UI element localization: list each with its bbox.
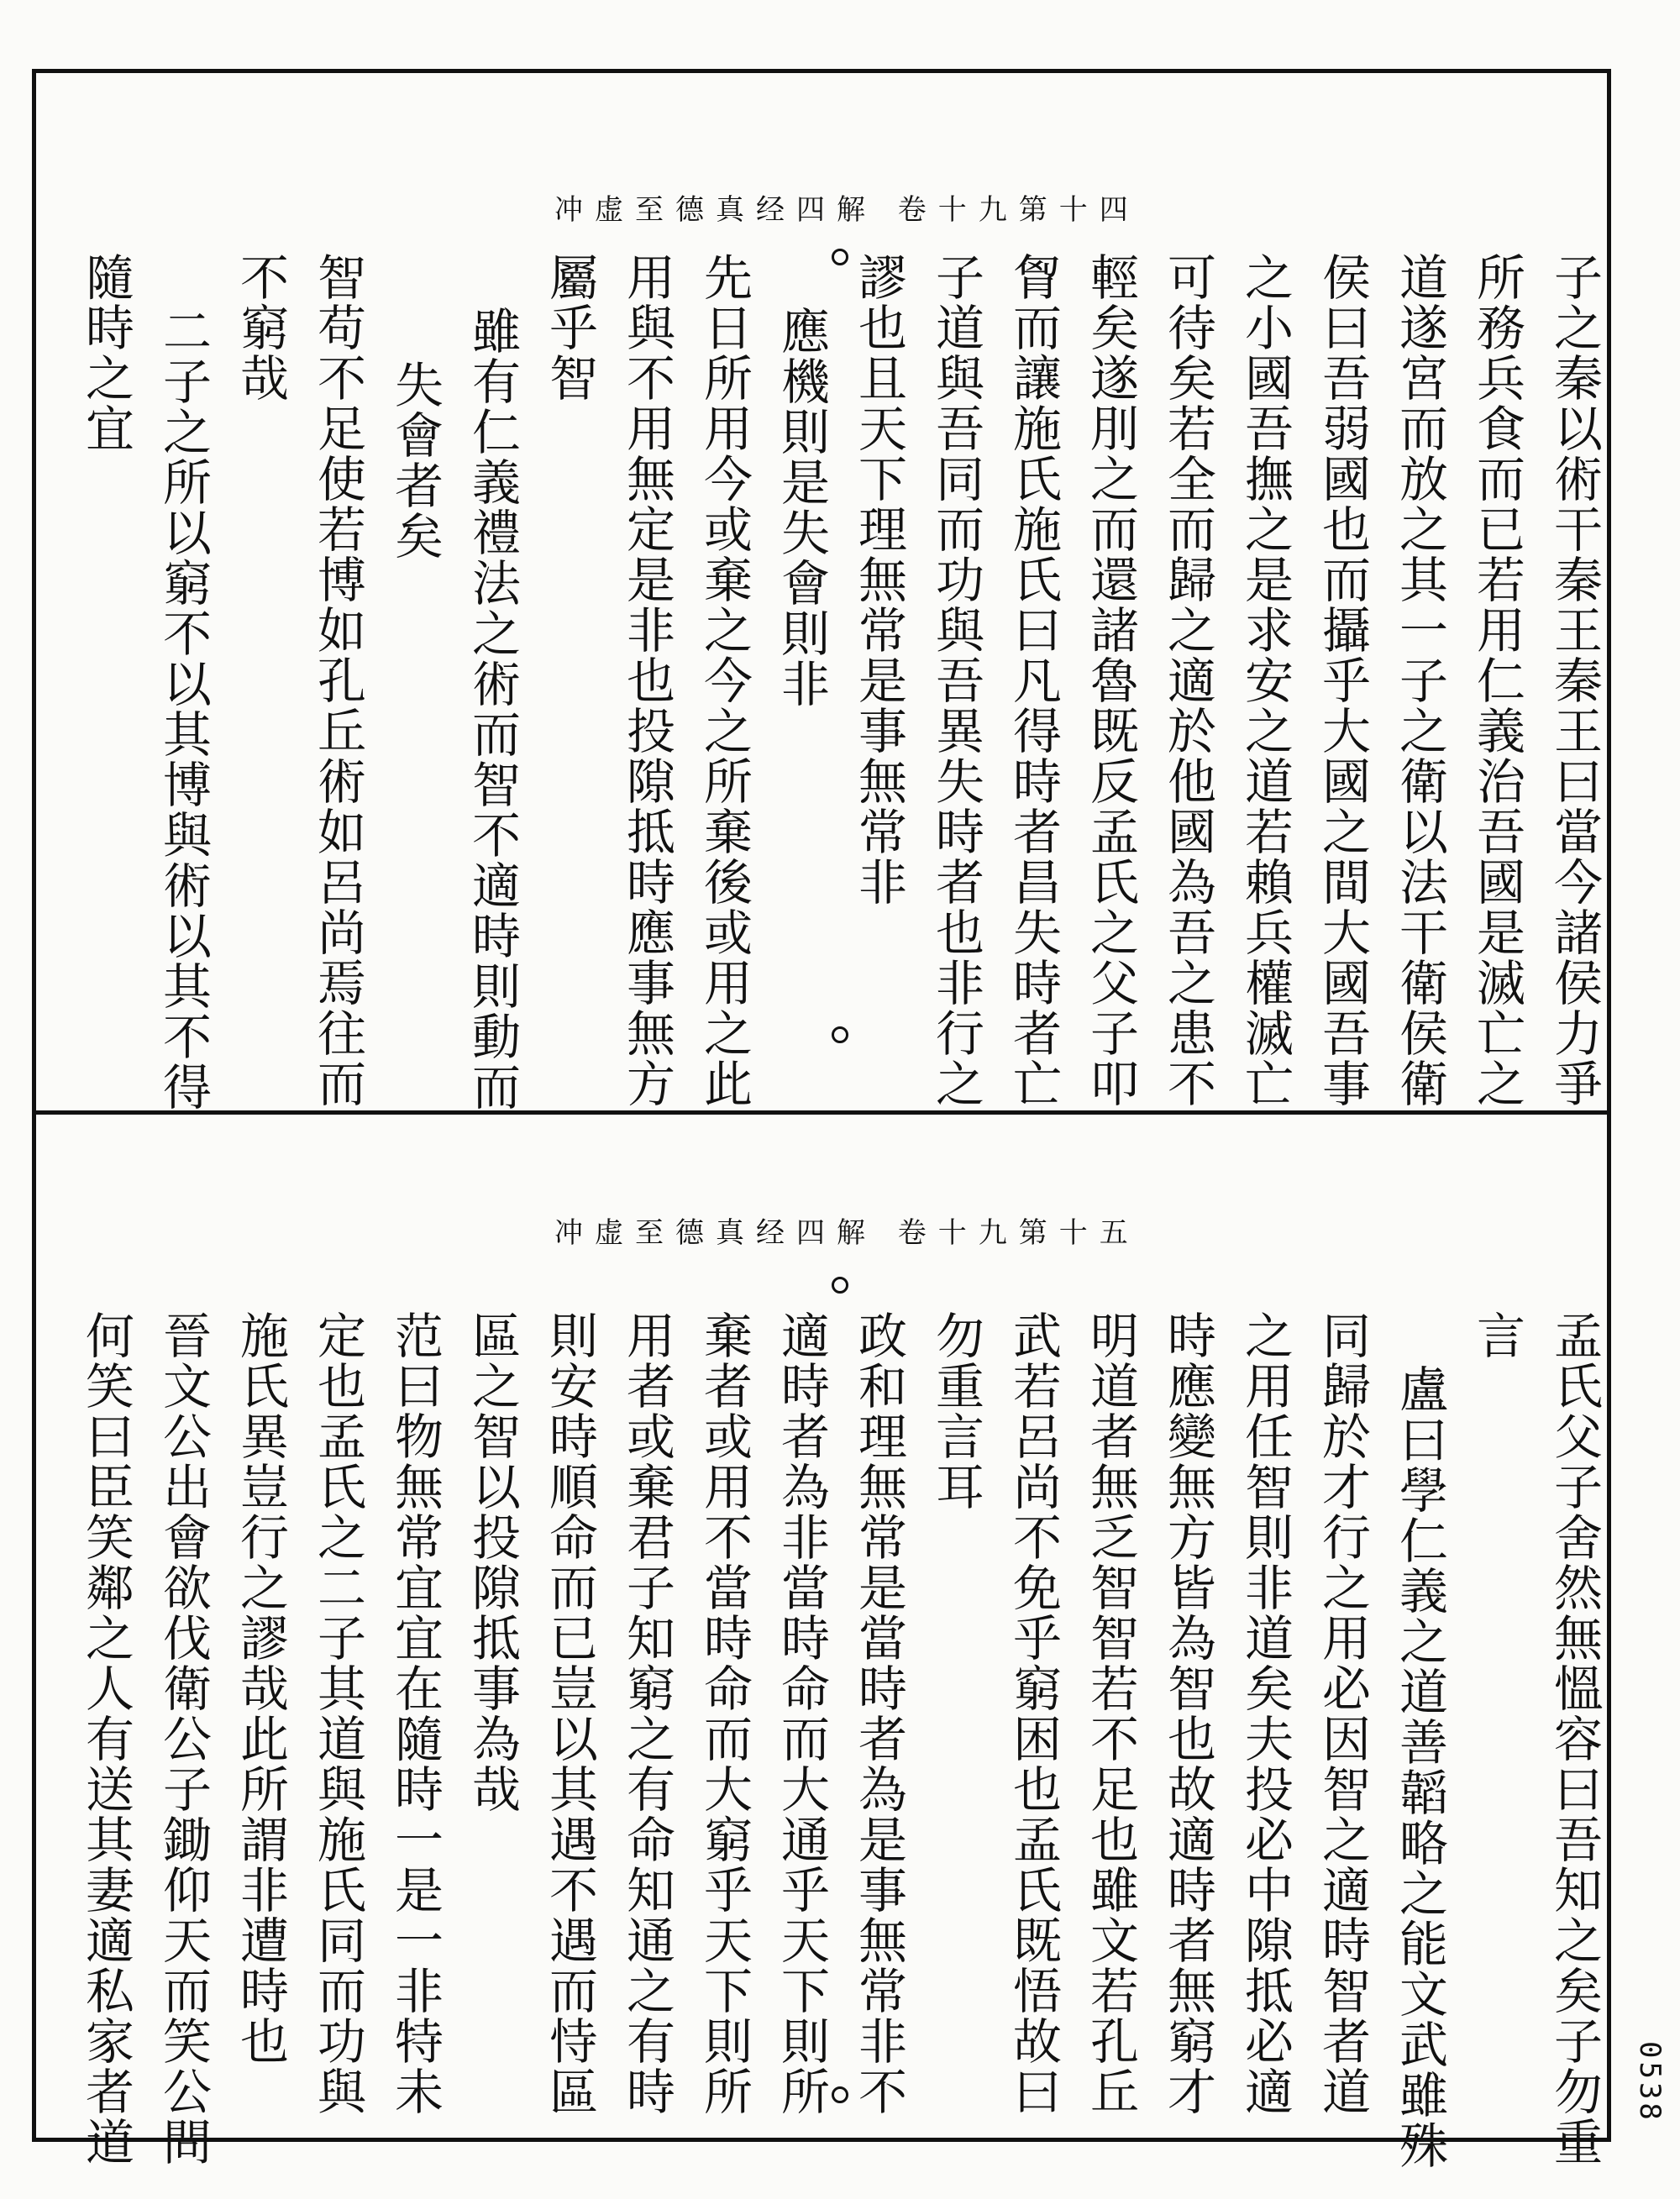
top-col-4: 侯曰吾弱國也而攝乎大國之間大國吾事 — [1314, 252, 1371, 1109]
bottom-col-1: 孟氏父子舍然無慍容曰吾知之矣子勿重 — [1546, 1310, 1603, 2167]
top-col-13: 用與不用無定是非也投隙抵時應事無方 — [618, 252, 675, 1109]
top-col-5: 之小國吾撫之是求安之道若賴兵權滅亡 — [1236, 252, 1294, 1109]
bottom-col-6: 時應變無方皆為智也故適時者無窮才 — [1159, 1310, 1216, 2117]
top-col-19: 二子之所以窮不以其博與術以其不得 — [155, 306, 212, 1112]
top-col-6: 可待矣若全而歸之適於他國為吾之患不 — [1159, 252, 1216, 1109]
bottom-col-4: 同歸於才行之用必因智之適時智者道 — [1314, 1310, 1371, 2117]
top-col-11: 應機則是失會則非 — [773, 306, 830, 709]
bottom-col-15: 區之智以投隙抵事為哉 — [464, 1310, 521, 1814]
bottom-columns — [67, 1310, 1613, 2170]
top-col-2: 所務兵食而已若用仁義治吾國是滅亡之 — [1468, 252, 1525, 1109]
bottom-col-3: 盧曰學仁義之道善韜略之能文武雖殊 — [1391, 1364, 1448, 2170]
top-col-8: 胷而讓施氏施氏曰凡得時者昌失時者亡 — [1005, 252, 1062, 1109]
bottom-col-14: 則安時順命而已豈以其遇不遇而恃區 — [541, 1310, 598, 2117]
top-col-7: 輕矣遂刖之而還諸魯既反孟氏之父子叩 — [1082, 252, 1139, 1109]
top-col-16: 失會者矣 — [386, 360, 444, 561]
annotation-circle — [832, 2086, 848, 2103]
top-col-14: 屬乎智 — [541, 252, 598, 403]
bottom-col-18: 施氏異豈行之謬哉此所謂非遭時也 — [232, 1310, 289, 2066]
bottom-col-10: 政和理無常是當時者為是事無常非不 — [850, 1310, 907, 2117]
bottom-header: 冲虚至德真经四解 卷十九第十五 — [554, 1216, 1140, 1250]
page-number: 0538 — [1633, 2041, 1667, 2123]
bottom-col-8: 武若呂尚不免乎窮困也孟氏既悟故曰 — [1005, 1310, 1062, 2117]
annotation-circle — [832, 1026, 848, 1043]
top-col-3: 道遂宮而放之其一子之衛以法干衛侯衛 — [1391, 252, 1448, 1109]
annotation-circle — [832, 249, 848, 265]
top-col-15: 雖有仁義禮法之術而智不適時則動而 — [464, 306, 521, 1112]
bottom-col-5: 之用任智則非道矣夫投必中隙抵必適 — [1236, 1310, 1294, 2117]
annotation-circle — [832, 1277, 848, 1294]
top-col-18: 不窮哉 — [232, 252, 289, 403]
top-header: 冲虚至德真经四解 卷十九第十四 — [554, 193, 1140, 227]
top-col-12: 先日所用今或棄之今之所棄後或用之此 — [696, 252, 753, 1109]
bottom-col-20: 何笑曰臣笑鄰之人有送其妻適私家者道 — [77, 1310, 134, 2167]
bottom-col-19: 晉文公出會欲伐衛公子鋤仰天而笑公問 — [155, 1310, 212, 2167]
bottom-col-9: 勿重言耳 — [927, 1310, 984, 1512]
top-col-17: 智苟不足使若博如孔丘術如呂尚焉往而 — [309, 252, 366, 1109]
bottom-col-2: 言 — [1468, 1310, 1525, 1361]
bottom-col-11: 適時者為非當時命而大通乎天下則所 — [773, 1310, 830, 2117]
top-col-20: 隨時之宜 — [77, 252, 134, 454]
bottom-col-13: 用者或棄君子知窮之有命知通之有時 — [618, 1310, 675, 2117]
bottom-col-12: 棄者或用不當時命而大窮乎天下則所 — [696, 1310, 753, 2117]
bottom-col-16: 范曰物無常宜宜在隨時一是一非特未 — [386, 1310, 444, 2117]
top-col-1: 子之秦以術干秦王秦王曰當今諸侯力爭 — [1546, 252, 1603, 1109]
top-col-9: 子道與吾同而功與吾異失時者也非行之 — [927, 252, 984, 1109]
bottom-col-7: 明道者無乏智智若不足也雖文若孔丘 — [1082, 1310, 1139, 2117]
top-columns — [67, 252, 1613, 1112]
bottom-col-17: 定也孟氏之二子其道與施氏同而功與 — [309, 1310, 366, 2117]
top-col-10: 謬也且天下理無常是事無常非 — [850, 252, 907, 907]
